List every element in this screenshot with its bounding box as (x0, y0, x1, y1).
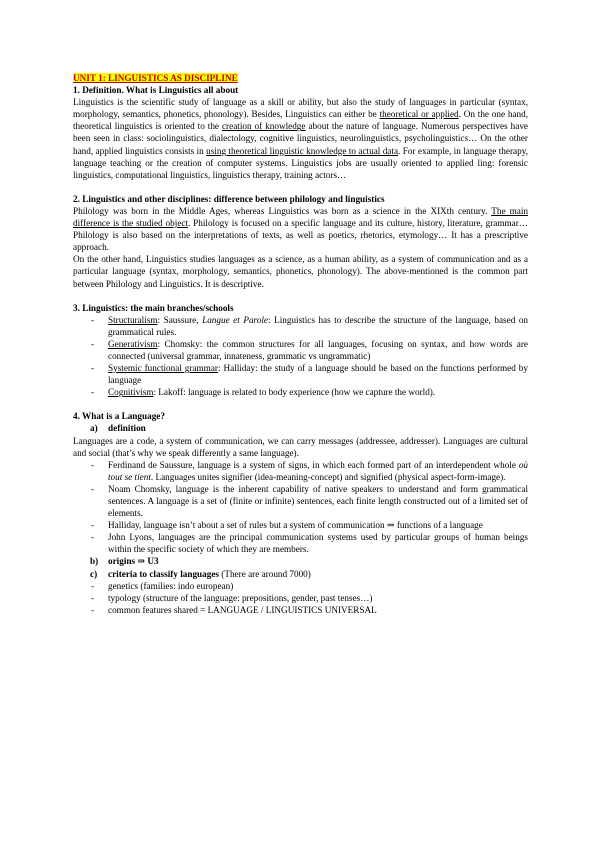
list-item (73, 555, 528, 567)
text-run: . Languages unites signifier (idea-meaning-concept) and signified (physical aspect-form-image). (150, 471, 506, 482)
section-2-paragraph-1 (73, 205, 528, 253)
subsection-label: definition (108, 423, 146, 434)
section-2-paragraph-2: On the other hand, Linguistics studies languages as a science, as a human ability, as a system of communication and as a particular language (syntax, morphology, semantics, phonetics, phonology). The above-mentioned is the common part between Philology and Linguistics. It is descriptive. (73, 254, 528, 289)
unit-title-line (73, 72, 528, 84)
text-run: : Halliday: the study of a language should be based on the functions performed by language (108, 363, 528, 386)
italic-text: Langue et Parole (202, 314, 269, 325)
list-item: - Halliday, language isn’t about a set of rules but a system of communication ⇒ functions of a language (73, 519, 528, 531)
list-item (73, 338, 528, 362)
list-item: - typology (structure of the language: prepositions, gender, past tenses…) (73, 592, 528, 604)
text-run: : Lakoff: language is related to body experience (how we capture the world). (153, 387, 436, 398)
text-run: : Linguistics has to describe the structure of the language, based on grammatical rules. (108, 314, 529, 337)
list-item: - common features shared = LANGUAGE / LINGUISTICS UNIVERSAL (73, 604, 528, 616)
section-3-heading: 3. Linguistics: the main branches/schools (73, 302, 234, 313)
section-4-intro: Languages are a code, a system of communication, we can carry messages (addressee, addresser). Languages are cultural and social (that’s why we speak differently a same language). (73, 435, 528, 458)
subsection-note: (There are around 7000) (219, 568, 311, 579)
text-run: . Philology is focused on a specific language and its culture, history, literature, grammar… Philology is also based on the interpretations of texts, as well as poetics, rhetorics, etymology… It has a prescriptive approach. (73, 218, 528, 253)
section-2-heading: 2. Linguistics and other disciplines: difference between philology and linguistics (73, 193, 385, 204)
branches-list (73, 314, 528, 399)
underlined-text: creation of knowledge (221, 121, 306, 132)
branch-term: Systemic functional grammar (108, 363, 218, 374)
list-marker: b) (90, 556, 99, 567)
text-run: Linguistics is the scientific study of language as a skill or ability, but also the study of languages in particular (syntax, morphology, semantics, phonetics, phonology). Besides, Linguistics can either be (73, 97, 528, 120)
subsection-label: origins ⇒ U3 (108, 556, 159, 567)
text-run: : Chomsky: the common structures for all languages, focusing on syntax, and how words are connected (universal grammar, innateness, grammatic vs ungrammatic) (108, 338, 528, 361)
list-item (73, 314, 528, 338)
branch-term: Structuralism (108, 314, 158, 325)
definitions-list (73, 459, 528, 556)
branch-term: Generativism (108, 338, 158, 349)
section-1-paragraph (73, 96, 528, 181)
section-1-heading: 1. Definition. What is Linguistics all about (73, 85, 239, 96)
unit-title: UNIT 1: LINGUISTICS AS DISCIPLINE (73, 73, 238, 83)
list-item (73, 568, 528, 580)
text-run: about the nature of language. Numerous perspectives have been seen in class: sociolinguistics, dialectology, cognitive linguistics, neurolinguistics, psycholinguistics… On the other hand, applied linguistics consists in (73, 121, 528, 156)
subsection-a (73, 422, 528, 434)
criteria-list (73, 580, 528, 616)
document-page (73, 72, 528, 616)
list-item (73, 422, 528, 434)
list-item: - genetics (families: indo european) (73, 580, 528, 592)
text-run: . On the one hand, theoretical linguistics is oriented to the (73, 109, 529, 132)
italic-text: où tout se tient (108, 459, 528, 482)
list-item: - Noam Chomsky, language is the inherent capability of native speakers to understand and form grammatical sentences. A language is a set of (finite or infinite) sentences, each finite length constructed out of a limited set of elements. (73, 483, 528, 519)
list-marker: c) (90, 568, 98, 579)
subsections-b-c (73, 555, 528, 579)
underlined-text: The main difference is the studied object (73, 205, 529, 229)
text-run: Ferdinand de Saussure, language is a system of signs, in which each formed part of an interdependent whole (108, 459, 519, 470)
list-marker: a) (90, 423, 98, 434)
list-item (73, 459, 528, 483)
list-item (73, 386, 528, 398)
text-run: : Saussure, (157, 314, 203, 325)
text-run: . For example, in language therapy, language teaching or the creation of computer systems. Linguistics jobs are usually oriented to applied ling: forensic linguistics, computational linguistics, linguistics therapy, training actors… (73, 145, 528, 180)
branch-term: Cognitivism (108, 387, 154, 398)
text-run: Philology was born in the Middle Ages, whereas Linguistics was born as a science in the XIXth century. (73, 205, 492, 216)
list-item: - John Lyons, languages are the principal communication systems used by particular groups of human beings within the specific society of which they are members. (73, 531, 528, 555)
section-4-heading: 4. What is a Language? (73, 411, 165, 422)
subsection-label: criteria to classify languages (108, 568, 219, 579)
underlined-text: theoretical or applied (379, 109, 459, 120)
underlined-text: using theoretical linguistic knowledge to actual data (206, 145, 399, 156)
list-item (73, 362, 528, 386)
